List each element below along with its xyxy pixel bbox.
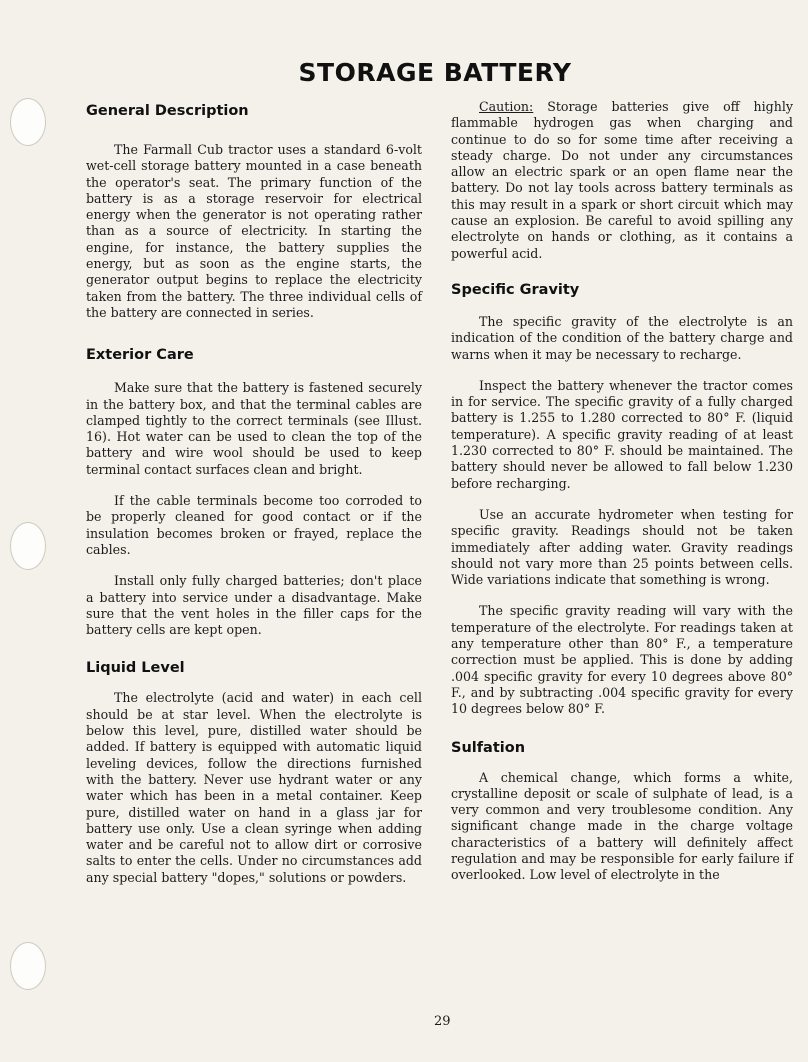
general-description-heading: General Description	[86, 103, 249, 119]
sulfation-heading: Sulfation	[451, 739, 526, 756]
specific-gravity-paragraph-3: Use an accurate hydrometer when testing for specific gravity. Readings should not be taken immediately after adding water. Gravity readings should not vary more than 25 points between cells. Wide variations indicate that something is wrong.	[451, 506, 793, 588]
caution-paragraph	[451, 99, 793, 262]
general-description-section	[86, 103, 422, 321]
binder-hole-middle	[10, 522, 46, 570]
exterior-care-heading: Exterior Care	[86, 347, 194, 364]
specific-gravity-paragraph-1: The specific gravity of the electrolyte is an indication of the condition of the battery charge and warns when it may be necessary to recharge.	[451, 313, 793, 362]
specific-gravity-paragraph-4: The specific gravity reading will vary with the temperature of the electrolyte. For readings taken at any temperature other than 80° F., a temperature correction must be applied. This is done by adding .004 specific gravity for every 10 degrees above 80° F., and by subtracting .004 specific gravity for every 10 degrees below 80° F.	[451, 603, 793, 717]
page-title: STORAGE BATTERY	[298, 58, 572, 87]
caution-label: Caution:	[479, 99, 534, 114]
left-column	[86, 96, 422, 886]
binder-hole-top	[10, 98, 46, 146]
binder-hole-bottom	[10, 942, 46, 990]
sulfation-section	[451, 740, 793, 884]
general-description-paragraph: The Farmall Cub tractor uses a standard 6-volt wet-cell storage battery mounted in a case beneath the operator's seat. The primary function of the battery is as a storage reservoir for electrical energy when the generator is not operating rather than as a source of electricity. In starting the engine, for instance, the battery supplies the energy, but as soon as the engine starts, the generator output begins to replace the electricity taken from the battery. The three individual cells of the battery are connected in series.	[86, 142, 422, 320]
caution-text: Storage batteries give off highly flammable hydrogen gas when charging and continue to do so for some time after receiving a steady charge. Do not under any circumstances allow an electric spark or an open flame near the battery. Do not lay tools across battery terminals as this may result in a spark or short circuit which may cause an explosion. Be careful to avoid spilling any electrolyte on hands or clothing, as it contains a powerful acid.	[451, 99, 793, 261]
exterior-care-paragraph-3: Install only fully charged batteries; don't place a battery into service under a disadvantage. Make sure that the vent holes in the filler caps for the battery cells are kept open.	[86, 573, 422, 638]
liquid-level-heading: Liquid Level	[86, 660, 185, 677]
sulfation-paragraph: A chemical change, which forms a white, crystalline deposit or scale of sulphate of lead, is a very common and very troublesome condition. Any significant change made in the charge voltage characteristics of a battery will definitely affect regulation and may be responsible for early failure if overlooked. Low level of electrolyte in the	[451, 769, 793, 883]
right-column	[451, 96, 793, 884]
exterior-care-section	[86, 347, 422, 638]
liquid-level-paragraph: The electrolyte (acid and water) in each cell should be at star level. When the electrolyte is below this level, pure, distilled water should be added. If battery is equipped with automatic liquid leveling devices, follow the directions furnished with the battery. Never use hydrant water or any water which has been in a metal container. Keep pure, distilled water on hand in a glass jar for battery use only. Use a clean syringe when adding water and be careful not to allow dirt or corrosive salts to enter the cells. Under no circumstances add any special battery "dopes," solutions or powders.	[86, 690, 422, 885]
specific-gravity-paragraph-2: Inspect the battery whenever the tractor comes in for service. The specific gravity of a fully charged battery is 1.255 to 1.280 corrected to 80° F. (liquid temperature). A specific gravity reading of at least 1.230 corrected to 80° F. should be maintained. The battery should never be allowed to fall below 1.230 before recharging.	[451, 377, 793, 491]
exterior-care-paragraph-1: Make sure that the battery is fastened securely in the battery box, and that the terminal cables are clamped tightly to the correct terminals (see Illust. 16). Hot water can be used to clean the top of the battery and wire wool should be used to keep terminal contact surfaces clean and bright.	[86, 380, 422, 477]
exterior-care-paragraph-2: If the cable terminals become too corroded to be properly cleaned for good contact or if the insulation becomes broken or frayed, replace the cables.	[86, 493, 422, 557]
specific-gravity-section	[451, 282, 793, 718]
specific-gravity-heading: Specific Gravity	[451, 281, 580, 298]
caution-section	[451, 99, 793, 262]
page-number: 29	[434, 1014, 451, 1029]
liquid-level-section	[86, 660, 422, 886]
